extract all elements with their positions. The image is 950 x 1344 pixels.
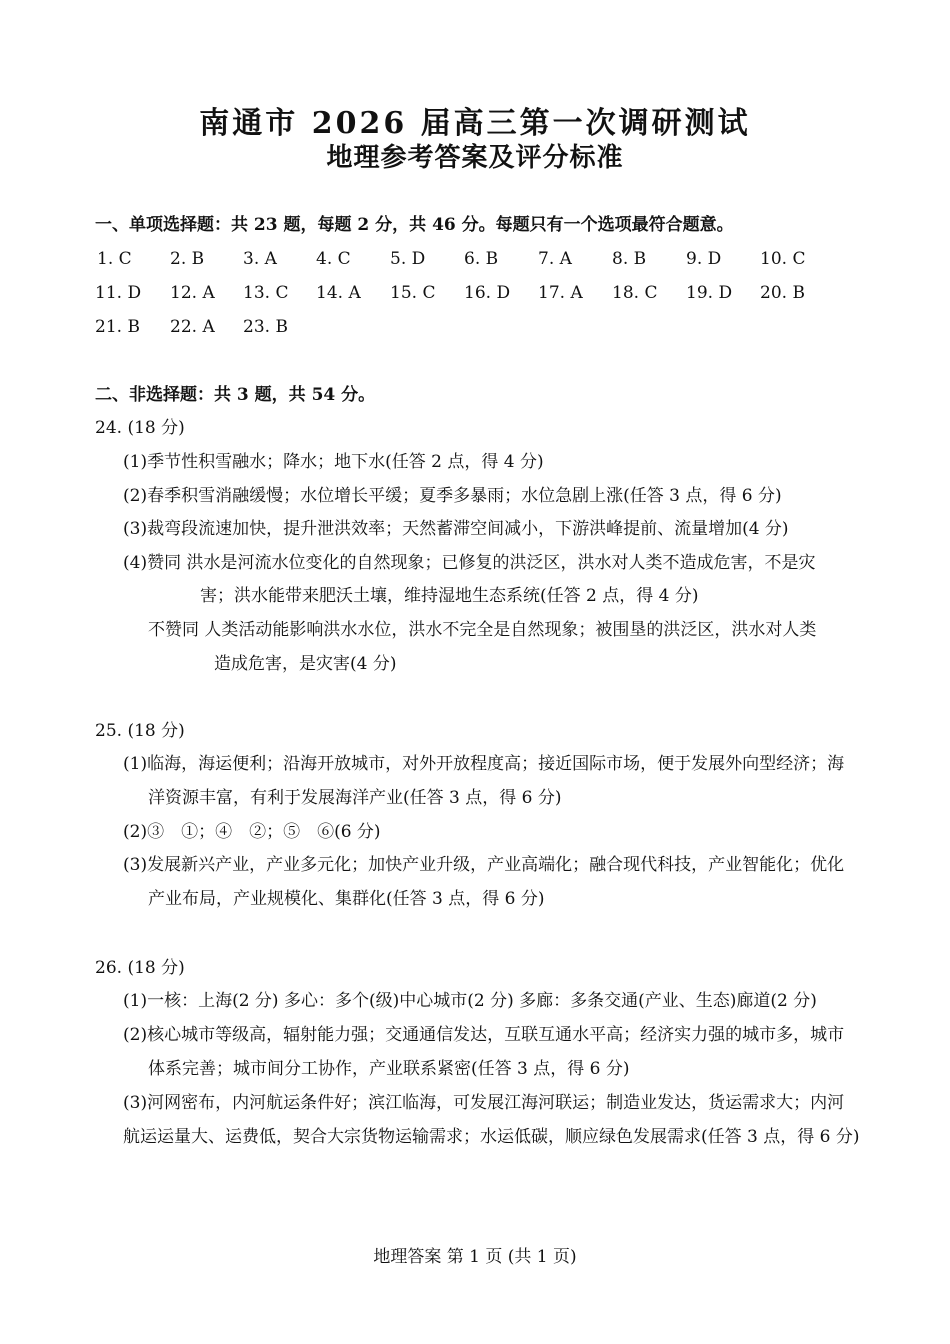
- q26-line: 体系完善；城市间分工协作，产业联系紧密(任答 3 点，得 6 分): [148, 1059, 630, 1079]
- q24-line: 造成危害，是灾害(4 分): [214, 654, 397, 674]
- q25-line: (1)临海，海运便利；沿海开放城市，对外开放程度高；接近国际市场，便于发展外向型经济；海: [123, 754, 845, 774]
- answer-item: 18. C: [612, 283, 658, 303]
- answer-item: 14. A: [316, 283, 361, 303]
- q26-line: (3)河网密布，内河航运条件好；滨江临海，可发展江海河联运；制造业发达，货运需求大；内河: [123, 1093, 845, 1113]
- q26-line: (2)核心城市等级高，辐射能力强；交通通信发达，互联互通水平高；经济实力强的城市多，城市: [123, 1025, 845, 1045]
- q26-title: 26. (18 分): [95, 958, 185, 978]
- q24-line: (2)春季积雪消融缓慢；水位增长平缓；夏季多暴雨；水位急剧上涨(任答 3 点，得 6 分): [123, 486, 782, 506]
- answer-item: 17. A: [538, 283, 583, 303]
- answer-item: 4. C: [316, 249, 351, 269]
- answer-item: 7. A: [538, 249, 572, 269]
- answer-item: 23. B: [243, 317, 288, 337]
- q24-line: (4)赞同 洪水是河流水位变化的自然现象；已修复的洪泛区，洪水对人类不造成危害，不是灾: [123, 553, 816, 573]
- answer-item: 9. D: [686, 249, 722, 269]
- page-title: 南通市 2026 届高三第一次调研测试: [199, 106, 751, 141]
- answer-item: 11. D: [95, 283, 142, 303]
- q25-line: 产业布局，产业规模化、集群化(任答 3 点，得 6 分): [148, 889, 545, 909]
- answer-row-3: [0, 314, 950, 340]
- q24-title: 24. (18 分): [95, 418, 185, 438]
- answer-item: 8. B: [612, 249, 647, 269]
- q25-title: 25. (18 分): [95, 721, 185, 741]
- q24-line: (1)季节性积雪融水；降水；地下水(任答 2 点，得 4 分): [123, 452, 544, 472]
- page-footer: 地理答案 第 1 页 (共 1 页): [373, 1247, 577, 1267]
- q24-line: (3)裁弯段流速加快，提升泄洪效率；天然蓄滞空间减小，下游洪峰提前、流量增加(4 分): [123, 519, 789, 539]
- answer-item: 22. A: [170, 317, 215, 337]
- answer-item: 16. D: [464, 283, 511, 303]
- page-subtitle: 地理参考答案及评分标准: [326, 143, 624, 173]
- answer-row-2: [0, 280, 950, 306]
- q25-line: 洋资源丰富，有利于发展海洋产业(任答 3 点，得 6 分): [148, 788, 562, 808]
- answer-item: 21. B: [95, 317, 140, 337]
- answer-item: 19. D: [686, 283, 733, 303]
- section1-heading: 一、单项选择题：共 23 题，每题 2 分，共 46 分。每题只有一个选项最符合题意。: [95, 215, 734, 235]
- q24-line: 不赞同 人类活动能影响洪水水位，洪水不完全是自然现象；被围垦的洪泛区，洪水对人类: [148, 620, 817, 640]
- section2-heading: 二、非选择题：共 3 题，共 54 分。: [95, 385, 376, 405]
- answer-item: 10. C: [760, 249, 806, 269]
- q26-line: 航运运量大、运费低，契合大宗货物运输需求；水运低碳，顺应绿色发展需求(任答 3 点，得 6 分): [123, 1127, 860, 1147]
- q25-line: (2)③ ①；④ ②；⑤ ⑥(6 分): [123, 822, 381, 842]
- q24-line: 害；洪水能带来肥沃土壤，维持湿地生态系统(任答 2 点，得 4 分): [200, 586, 699, 606]
- answer-item: 12. A: [170, 283, 215, 303]
- q25-line: (3)发展新兴产业，产业多元化；加快产业升级，产业高端化；融合现代科技，产业智能化；优化: [123, 855, 845, 875]
- answer-item: 1. C: [97, 249, 132, 269]
- answer-item: 5. D: [390, 249, 426, 269]
- q26-line: (1)一核：上海(2 分) 多心：多个(级)中心城市(2 分) 多廊：多条交通(产业、生态)廊道(2 分): [123, 991, 817, 1011]
- answer-item: 13. C: [243, 283, 289, 303]
- answer-row-1: [0, 246, 950, 272]
- answer-item: 15. C: [390, 283, 436, 303]
- answer-item: 3. A: [243, 249, 277, 269]
- answer-item: 6. B: [464, 249, 499, 269]
- answer-item: 20. B: [760, 283, 805, 303]
- answer-item: 2. B: [170, 249, 205, 269]
